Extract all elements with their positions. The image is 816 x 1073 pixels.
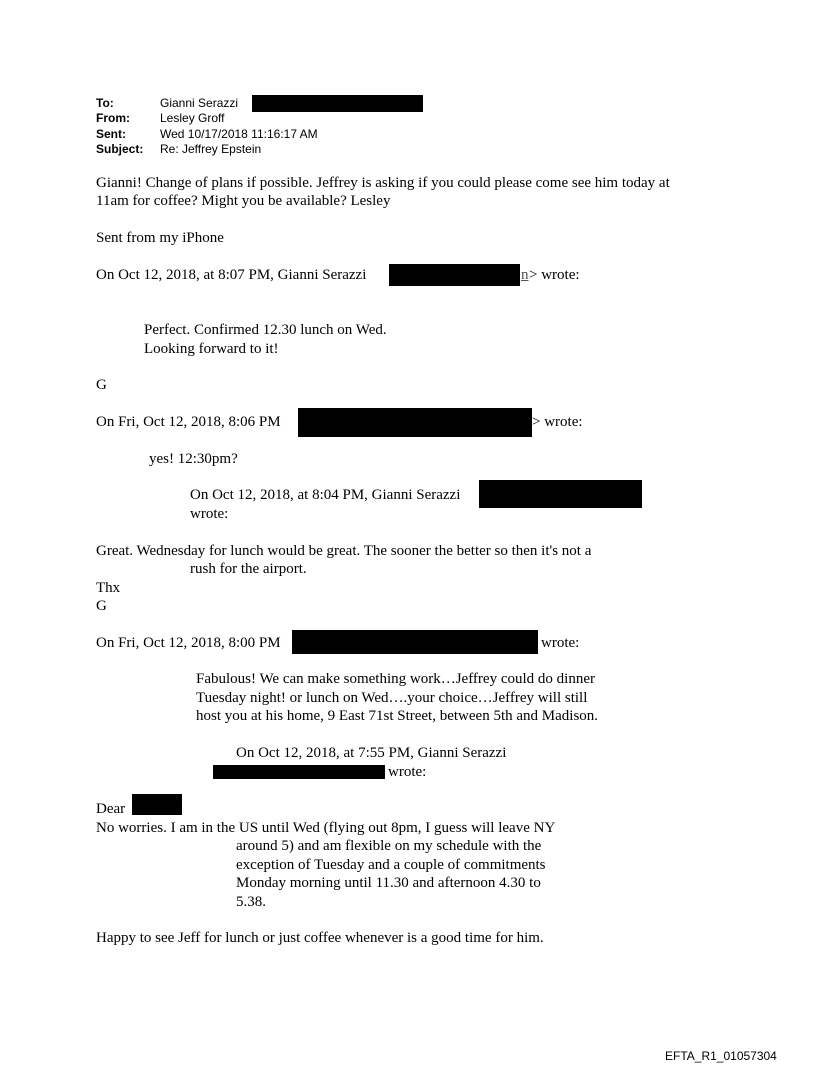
redaction-box — [479, 480, 642, 508]
message-line: host you at his home, 9 East 71st Street, between 5th and Madison. — [196, 708, 599, 724]
document-id: EFTA_R1_01057304 — [665, 1049, 777, 1063]
sent-label: Sent: — [96, 127, 126, 141]
message-line: Monday morning until 11.30 and afternoon 4.30 to — [236, 875, 541, 891]
message-line: Tuesday night! or lunch on Wed….your choice…Jeffrey will still — [196, 690, 588, 706]
message-line: Happy to see Jeff for lunch or just coffee whenever is a good time for him. — [96, 930, 544, 946]
quote-header: On Fri, Oct 12, 2018, 8:00 PM — [96, 635, 281, 651]
sent-from-line: Sent from my iPhone — [96, 230, 224, 246]
signature: G — [96, 377, 107, 393]
from-value: Lesley Groff — [160, 111, 225, 125]
quote-header-suffix: > wrote: — [529, 267, 580, 283]
to-value: Gianni Serazzi — [160, 96, 239, 110]
message-line: Fabulous! We can make something work…Jeffrey could do dinner — [196, 671, 595, 687]
salutation: Dear — [96, 801, 126, 817]
redaction-box — [389, 264, 520, 286]
redaction-box — [132, 794, 182, 815]
message-line: Great. Wednesday for lunch would be great. The sooner the better so then it's not a — [96, 543, 592, 559]
message-line: Perfect. Confirmed 12.30 lunch on Wed. — [144, 322, 387, 338]
quote-header: wrote: — [190, 506, 229, 522]
quote-header-suffix: > wrote: — [532, 414, 583, 430]
message-line: No worries. I am in the US until Wed (flying out 8pm, I guess will leave NY — [96, 820, 556, 836]
message-line: around 5) and am flexible on my schedule with the — [236, 838, 542, 854]
quote-header: On Oct 12, 2018, at 8:04 PM, Gianni Serazzi — [190, 487, 461, 503]
redaction-box — [213, 765, 385, 779]
redaction-box — [252, 95, 423, 112]
quote-header: On Fri, Oct 12, 2018, 8:06 PM — [96, 414, 281, 430]
message-line: 5.38. — [236, 894, 266, 910]
quote-header: On Oct 12, 2018, at 8:07 PM, Gianni Serazzi — [96, 267, 367, 283]
to-label: To: — [96, 96, 114, 110]
message-line: yes! 12:30pm? — [149, 451, 238, 467]
message-line: rush for the airport. — [190, 561, 307, 577]
message-line: Gianni! Change of plans if possible. Jeffrey is asking if you could please come see him today at — [96, 175, 670, 191]
email-link-fragment: n — [521, 267, 529, 283]
signature: G — [96, 598, 107, 614]
redaction-box — [292, 630, 538, 654]
message-line: exception of Tuesday and a couple of commitments — [236, 857, 546, 873]
message-line: 11am for coffee? Might you be available? Lesley — [96, 193, 391, 209]
subject-value: Re: Jeffrey Epstein — [160, 142, 262, 156]
message-line: Looking forward to it! — [144, 341, 279, 357]
quote-header: wrote: — [388, 764, 427, 780]
quote-header: On Oct 12, 2018, at 7:55 PM, Gianni Serazzi — [236, 745, 507, 761]
sent-value: Wed 10/17/2018 11:16:17 AM — [160, 127, 318, 141]
message-line: Thx — [96, 580, 121, 596]
quote-header-suffix: wrote: — [541, 635, 580, 651]
subject-label: Subject: — [96, 142, 144, 156]
from-label: From: — [96, 111, 130, 125]
redaction-box — [298, 408, 532, 437]
